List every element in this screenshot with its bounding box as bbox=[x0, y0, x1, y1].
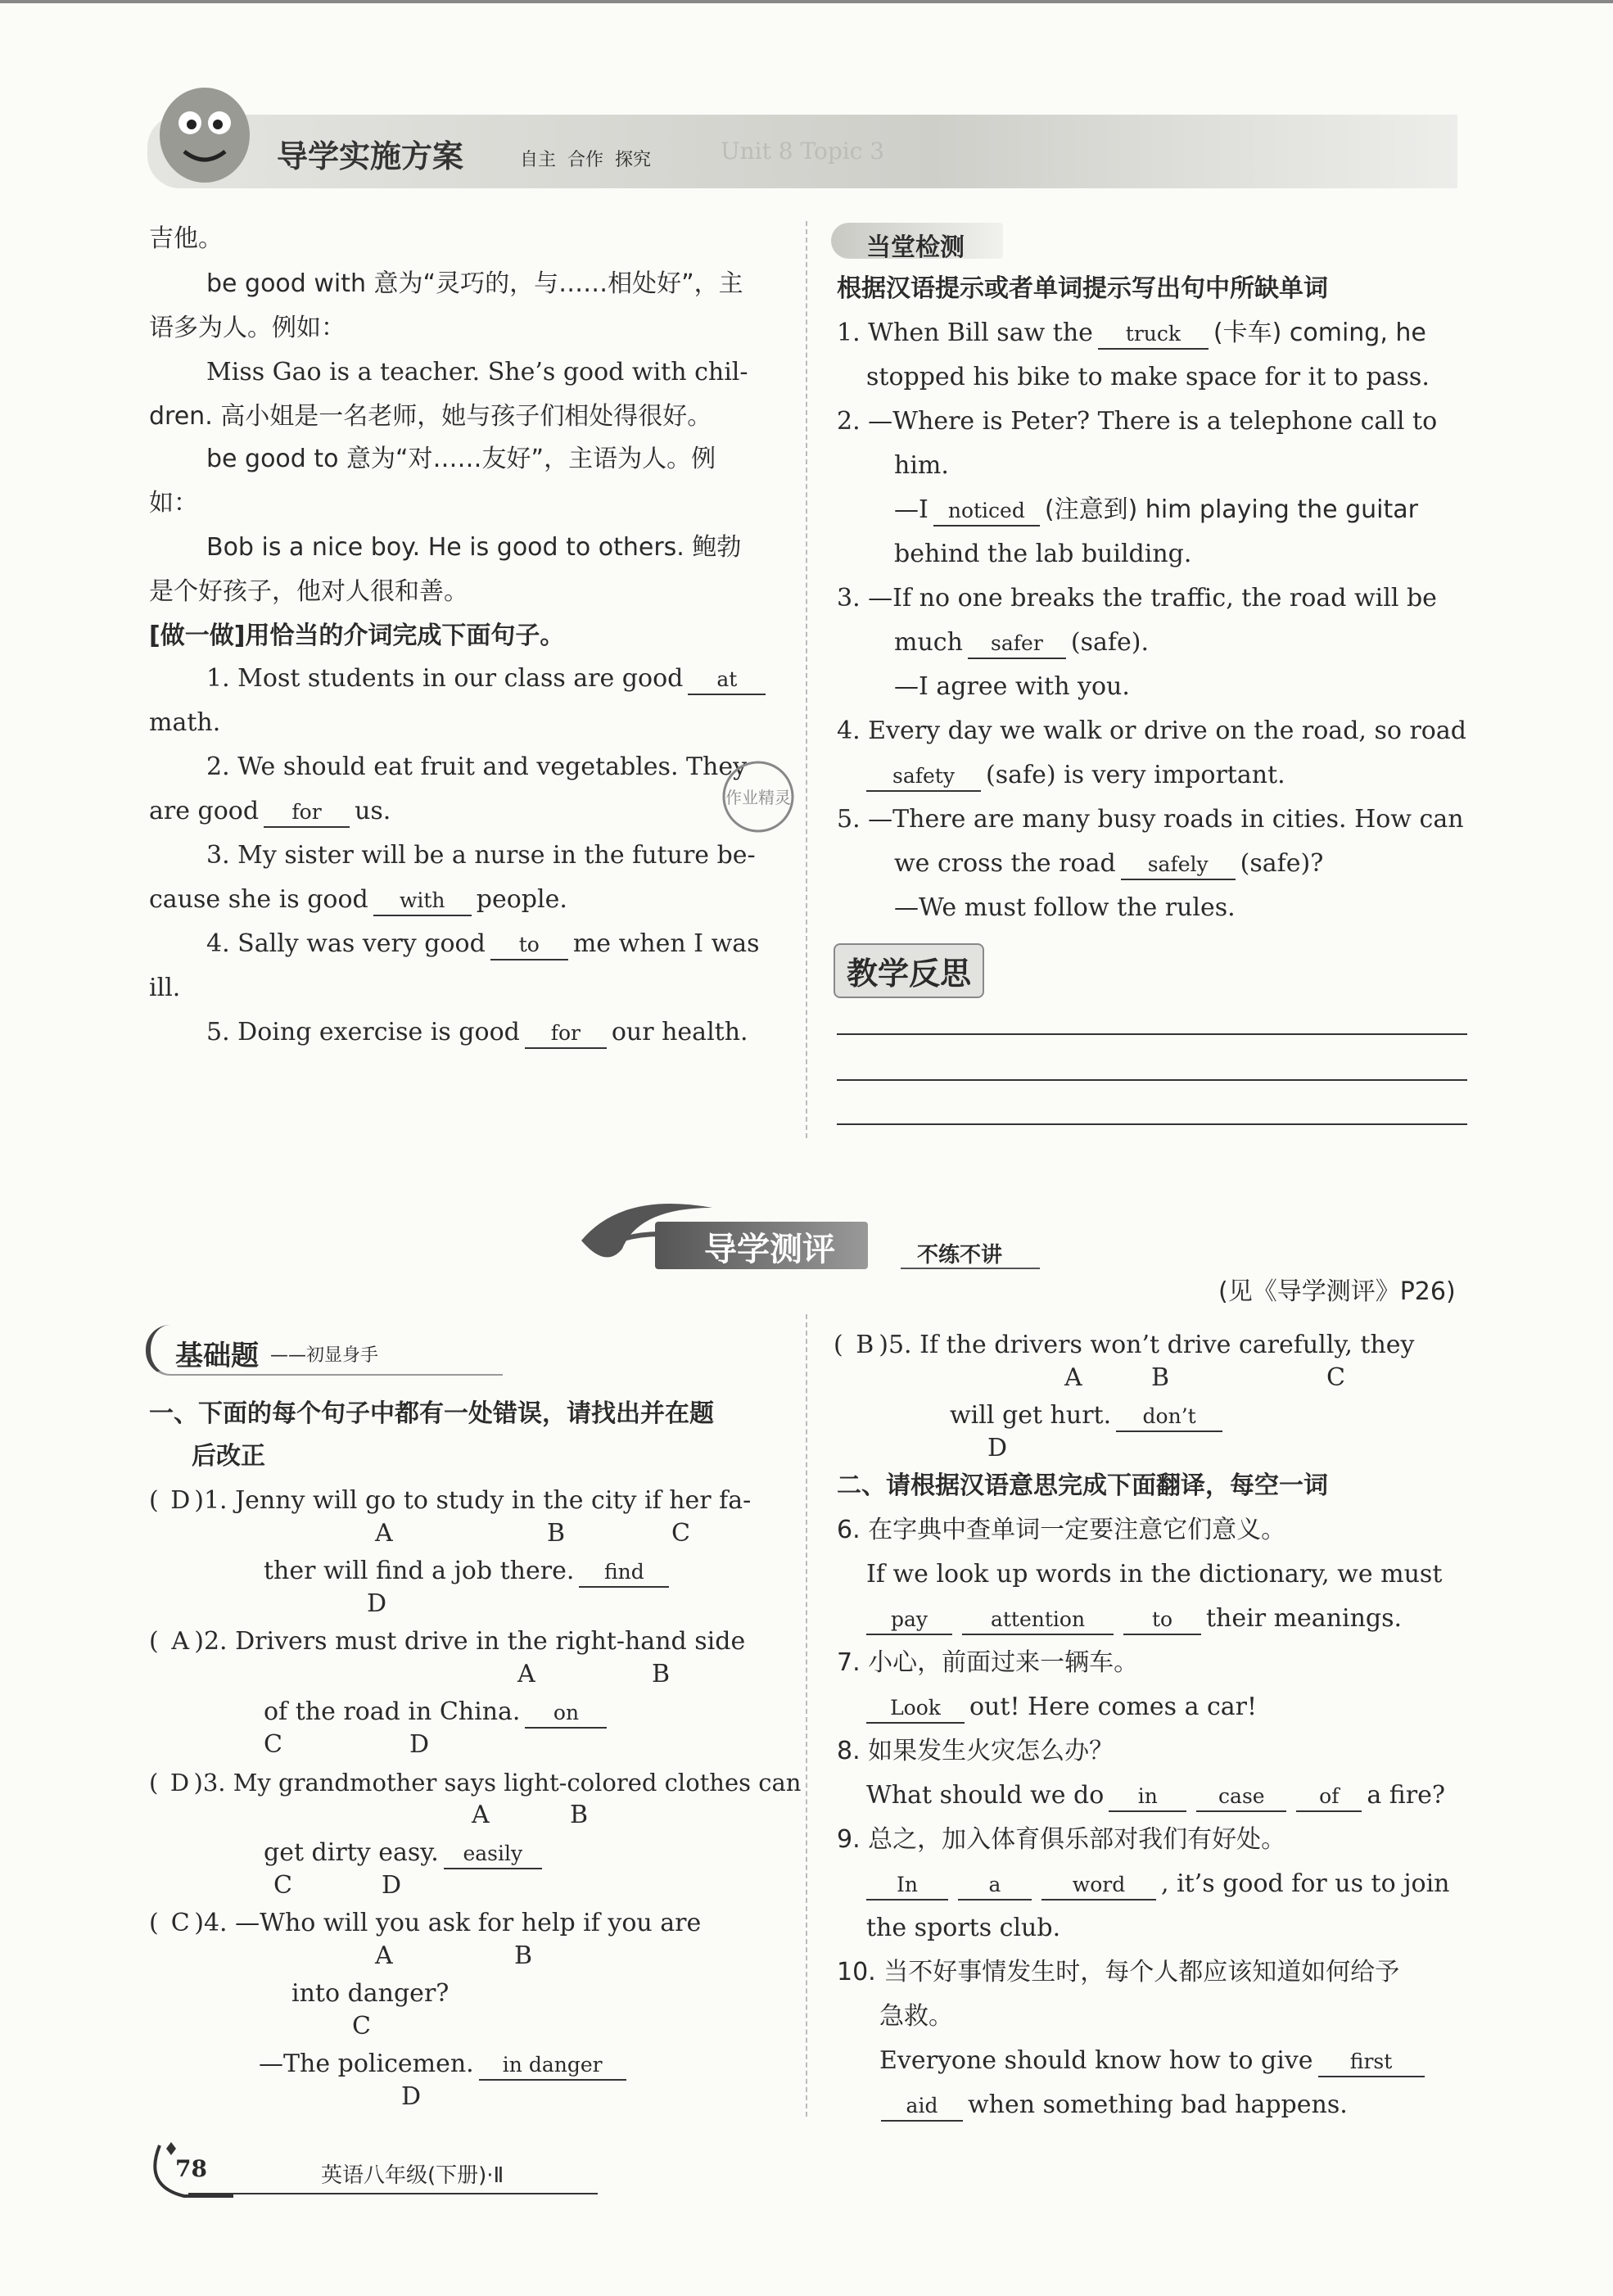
text-line: Miss Gao is a teacher. She’s good with chil- bbox=[206, 358, 748, 386]
translation-prompt: 6. 在字典中查单词一定要注意它们意义。 bbox=[837, 1516, 1286, 1544]
exercise-line: Look out! Here comes a car! bbox=[861, 1685, 1257, 1729]
text-line: be good to 意为“对……友好”，主语为人。例 bbox=[206, 445, 716, 473]
choice-answer[interactable]: B bbox=[856, 1331, 874, 1359]
text-line: 4. Every day we walk or drive on the road, so road bbox=[837, 716, 1466, 745]
translation-prompt: 8. 如果发生火灾怎么办？ bbox=[837, 1737, 1114, 1765]
text-line: 是个好孩子，他对人很和善。 bbox=[149, 577, 468, 606]
exercise-line: —I noticed (注意到) him playing the guitar bbox=[894, 488, 1418, 532]
text-line: 如： bbox=[149, 489, 198, 518]
part-heading: 二、请根据汉语意思完成下面翻译，每空一词 bbox=[837, 1471, 1328, 1500]
translation-prompt: 9. 总之，加入体育俱乐部对我们有好处。 bbox=[837, 1825, 1286, 1854]
text-line: behind the lab building. bbox=[894, 540, 1192, 568]
exercise-line: 4. Sally was very good to me when I was bbox=[206, 922, 760, 966]
text-line: dren. 高小姐是一名老师，她与孩子们相处得很好。 bbox=[149, 402, 712, 431]
exercise-line: Everyone should know how to give first bbox=[879, 2039, 1430, 2083]
text-line: Bob is a nice boy. He is good to others. 鲍勃 bbox=[206, 533, 742, 562]
answer-blank[interactable]: with bbox=[373, 887, 472, 916]
top-rule bbox=[0, 0, 1613, 3]
footer-rule bbox=[188, 2193, 598, 2194]
reflection-heading: 教学反思 bbox=[834, 943, 984, 998]
error-line: of the road in China. on bbox=[264, 1690, 612, 1734]
answer-blank[interactable]: truck bbox=[1098, 320, 1209, 350]
answer-blank[interactable]: first bbox=[1318, 2048, 1425, 2077]
error-line: ther will find a job there. find bbox=[264, 1549, 674, 1593]
exercise-line: cause she is good with people. bbox=[149, 878, 567, 922]
error-question: ( B )5. If the drivers won’t drive carefully, they bbox=[834, 1323, 1414, 1367]
page-number: 78 bbox=[175, 2155, 207, 2182]
error-line: will get hurt. don’t bbox=[950, 1394, 1227, 1438]
text-line: If we look up words in the dictionary, we must bbox=[866, 1560, 1443, 1589]
exercise-line: aid when something bad happens. bbox=[876, 2083, 1348, 2127]
option-label: D bbox=[401, 2082, 422, 2111]
option-label: D bbox=[367, 1589, 387, 1618]
translation-prompt: 10. 当不好事情发生时，每个人都应该知道如何给予 bbox=[837, 1958, 1400, 1986]
text-line: 2. We should eat fruit and vegetables. They bbox=[206, 753, 748, 781]
header-bg-text: Unit 8 Topic 3 bbox=[721, 138, 885, 165]
text-line: —I agree with you. bbox=[894, 672, 1130, 701]
option-label: C bbox=[352, 2012, 371, 2041]
banner-rule bbox=[901, 1268, 1040, 1269]
answer-blank[interactable]: in bbox=[1109, 1783, 1186, 1812]
answer-blank[interactable]: word bbox=[1041, 1871, 1156, 1901]
error-question: ( D )3. My grandmother says light-colored clothes can bbox=[149, 1760, 801, 1805]
answer-blank[interactable]: In bbox=[866, 1871, 948, 1901]
error-question: ( A )2. Drivers must drive in the right-hand side bbox=[149, 1620, 745, 1664]
exercise-line: 1. When Bill saw the truck (卡车) coming, he bbox=[837, 311, 1426, 355]
text-line: the sports club. bbox=[866, 1914, 1061, 1942]
option-label: A bbox=[375, 1941, 393, 1970]
answer-blank[interactable]: safety bbox=[866, 762, 981, 792]
text-line: be good with 意为“灵巧的，与……相处好”，主 bbox=[206, 269, 743, 298]
answer-blank[interactable]: to bbox=[490, 931, 568, 960]
option-label: B bbox=[570, 1801, 589, 1829]
exercise-line: pay attention to their meanings. bbox=[861, 1597, 1402, 1641]
exercise-line: we cross the road safely (safe)? bbox=[894, 842, 1323, 886]
text-line: 2. —Where is Peter? There is a telephone call to bbox=[837, 407, 1438, 436]
text-line: 语多为人。例如： bbox=[149, 314, 346, 342]
answer-blank[interactable]: of bbox=[1296, 1783, 1362, 1812]
option-label: B bbox=[652, 1660, 671, 1688]
section-subtitle: ——初显身手 bbox=[270, 1345, 379, 1366]
answer-blank[interactable]: safely bbox=[1121, 851, 1236, 880]
section-title-current-test: 当堂检测 bbox=[866, 233, 965, 262]
mascot-icon bbox=[147, 78, 262, 192]
answer-blank[interactable]: at bbox=[688, 666, 766, 695]
banner-reference: (见《导学测评》P26) bbox=[1218, 1277, 1456, 1306]
instruction: 根据汉语提示或者单词提示写出句中所缺单词 bbox=[837, 274, 1328, 303]
answer-blank[interactable]: attention bbox=[962, 1606, 1114, 1635]
answer-blank[interactable]: noticed bbox=[933, 497, 1040, 527]
choice-answer[interactable]: A bbox=[171, 1627, 190, 1656]
choice-answer[interactable]: C bbox=[170, 1909, 190, 1937]
option-label: B bbox=[1151, 1363, 1170, 1392]
text-line: —We must follow the rules. bbox=[894, 893, 1236, 922]
stamp-text: 作业精灵 bbox=[725, 788, 791, 807]
option-label: C bbox=[264, 1730, 282, 1759]
exercise-line: much safer (safe). bbox=[894, 621, 1149, 665]
error-question: ( C )4. —Who will you ask for help if you are bbox=[149, 1901, 701, 1946]
correction-blank[interactable]: in danger bbox=[479, 2051, 626, 2081]
book-title: 英语八年级(下册)·Ⅱ bbox=[321, 2163, 504, 2188]
correction-blank[interactable]: easily bbox=[444, 1840, 542, 1869]
exercise-line: What should we do in case of a fire? bbox=[866, 1774, 1445, 1818]
answer-blank[interactable]: for bbox=[264, 798, 350, 828]
error-line: —The policemen. in danger bbox=[259, 2042, 631, 2086]
text-line: 3. My sister will be a nurse in the future be- bbox=[206, 841, 756, 870]
correction-blank[interactable]: on bbox=[525, 1699, 607, 1729]
option-label: D bbox=[409, 1730, 430, 1759]
option-label: C bbox=[1326, 1363, 1345, 1392]
answer-blank[interactable]: safer bbox=[968, 630, 1066, 659]
choice-answer[interactable]: D bbox=[170, 1486, 191, 1515]
choice-answer[interactable]: D bbox=[169, 1769, 190, 1797]
correction-blank[interactable]: don’t bbox=[1116, 1403, 1222, 1432]
exercise-line: In a word , it’s good for us to join bbox=[861, 1862, 1450, 1906]
answer-blank[interactable]: Look bbox=[866, 1694, 965, 1724]
answer-blank[interactable]: to bbox=[1123, 1606, 1201, 1635]
text-line: stopped his bike to make space for it to pass. bbox=[866, 363, 1430, 391]
text-line: 吉他。 bbox=[149, 224, 223, 253]
part-heading: 后改正 bbox=[192, 1442, 265, 1471]
answer-blank[interactable]: case bbox=[1196, 1783, 1286, 1812]
error-question: ( D )1. Jenny will go to study in the city if her fa- bbox=[149, 1479, 751, 1523]
text-line: into danger? bbox=[291, 1979, 450, 2008]
reflection-line[interactable] bbox=[837, 1079, 1467, 1081]
part-heading: 一、下面的每个句子中都有一处错误，请找出并在题 bbox=[149, 1399, 714, 1428]
exercise-line: are good for us. bbox=[149, 789, 391, 834]
column-divider-top bbox=[806, 221, 807, 1138]
option-label: A bbox=[517, 1660, 535, 1688]
answer-blank[interactable]: a bbox=[958, 1871, 1032, 1901]
option-label: A bbox=[1064, 1363, 1082, 1392]
exercise-line: 5. Doing exercise is good for our health. bbox=[206, 1010, 748, 1055]
option-label: C bbox=[273, 1871, 292, 1900]
column-divider-bottom bbox=[806, 1314, 807, 2117]
text-line: math. bbox=[149, 708, 221, 737]
option-label: A bbox=[375, 1519, 393, 1548]
correction-blank[interactable]: find bbox=[579, 1558, 669, 1588]
option-label: B bbox=[514, 1941, 533, 1970]
exercise-line: 1. Most students in our class are good at bbox=[206, 657, 770, 701]
section-title-basic: 基础题 bbox=[175, 1340, 259, 1372]
option-label: B bbox=[547, 1519, 566, 1548]
header-subtitle: 自主 合作 探究 bbox=[520, 150, 651, 170]
task-heading: [做一做]用恰当的介词完成下面句子。 bbox=[149, 621, 565, 650]
translation-prompt: 7. 小心，前面过来一辆车。 bbox=[837, 1648, 1139, 1677]
option-label: C bbox=[671, 1519, 690, 1548]
option-label: A bbox=[472, 1801, 490, 1829]
header-title: 导学实施方案 bbox=[277, 138, 464, 174]
banner-title: 导学测评 bbox=[704, 1231, 835, 1268]
answer-blank[interactable]: pay bbox=[866, 1606, 952, 1635]
text-line: 3. —If no one breaks the traffic, the road will be bbox=[837, 584, 1437, 612]
text-line: ill. bbox=[149, 974, 181, 1002]
watermark-stamp bbox=[719, 757, 797, 836]
translation-prompt: 急救。 bbox=[879, 2002, 953, 2031]
option-label: D bbox=[382, 1871, 402, 1900]
error-line: get dirty easy. easily bbox=[264, 1831, 547, 1875]
exercise-line: safety (safe) is very important. bbox=[861, 753, 1285, 798]
answer-blank[interactable]: aid bbox=[881, 2092, 963, 2122]
text-line: 5. —There are many busy roads in cities. How can bbox=[837, 805, 1464, 834]
reflection-line[interactable] bbox=[837, 1033, 1467, 1035]
answer-blank[interactable]: for bbox=[525, 1019, 607, 1049]
option-label: D bbox=[987, 1434, 1008, 1462]
text-line: him. bbox=[894, 451, 949, 480]
banner-slogan: 不练不讲 bbox=[917, 1243, 1003, 1268]
reflection-line[interactable] bbox=[837, 1123, 1467, 1125]
